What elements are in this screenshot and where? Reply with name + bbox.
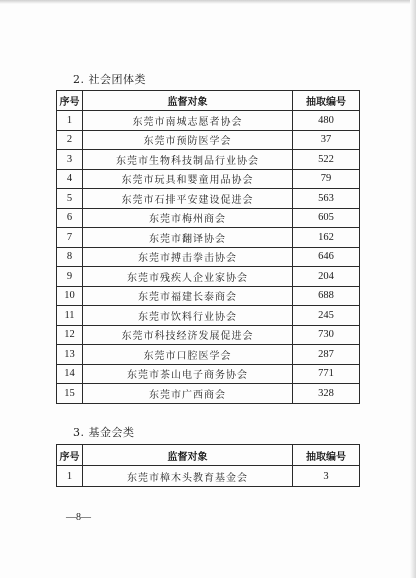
cell-draw-number: 771 [293, 364, 360, 384]
table-row [57, 364, 360, 384]
cell-serial-number: 4 [57, 169, 83, 189]
cell-draw-number: 287 [293, 345, 360, 365]
table-row [57, 306, 360, 326]
table-row [57, 325, 360, 345]
table-row [57, 345, 360, 365]
table-row [57, 150, 360, 170]
table-row [57, 466, 360, 487]
table-row [57, 208, 360, 228]
cell-serial-number: 8 [57, 247, 83, 267]
cell-draw-number: 3 [293, 466, 360, 487]
cell-serial-number: 1 [57, 466, 83, 487]
cell-draw-number: 480 [293, 111, 360, 131]
cell-supervision-target: 东莞市残疾人企业家协会 [83, 267, 293, 287]
cell-supervision-target: 东莞市预防医学会 [83, 130, 293, 150]
header-draw-number: 抽取编号 [293, 91, 360, 111]
table-header-row [57, 445, 360, 466]
header-serial-number: 序号 [57, 91, 83, 111]
table-row [57, 189, 360, 209]
social-groups-table [56, 90, 360, 404]
cell-supervision-target: 东莞市搏击拳击协会 [83, 247, 293, 267]
cell-draw-number: 79 [293, 169, 360, 189]
cell-serial-number: 3 [57, 150, 83, 170]
cell-serial-number: 14 [57, 364, 83, 384]
page-number: —8— [66, 512, 91, 523]
page-top-edge [0, 0, 416, 4]
cell-serial-number: 5 [57, 189, 83, 209]
table-row [57, 384, 360, 404]
cell-supervision-target: 东莞市茶山电子商务协会 [83, 364, 293, 384]
cell-supervision-target: 东莞市翻译协会 [83, 228, 293, 248]
table-header-row [57, 91, 360, 111]
cell-draw-number: 37 [293, 130, 360, 150]
cell-draw-number: 646 [293, 247, 360, 267]
table-row [57, 286, 360, 306]
header-serial-number: 序号 [57, 445, 83, 466]
cell-serial-number: 11 [57, 306, 83, 326]
cell-supervision-target: 东莞市梅州商会 [83, 208, 293, 228]
page-right-edge [410, 0, 416, 578]
cell-supervision-target: 东莞市科技经济发展促进会 [83, 325, 293, 345]
cell-draw-number: 730 [293, 325, 360, 345]
cell-supervision-target: 东莞市生物科技制品行业协会 [83, 150, 293, 170]
cell-supervision-target: 东莞市口腔医学会 [83, 345, 293, 365]
cell-draw-number: 162 [293, 228, 360, 248]
cell-draw-number: 563 [293, 189, 360, 209]
cell-serial-number: 13 [57, 345, 83, 365]
cell-serial-number: 15 [57, 384, 83, 404]
section-title-foundations: 3. 基金会类 [73, 426, 135, 439]
cell-supervision-target: 东莞市福建长泰商会 [83, 286, 293, 306]
cell-draw-number: 605 [293, 208, 360, 228]
table-row [57, 267, 360, 287]
cell-draw-number: 328 [293, 384, 360, 404]
cell-serial-number: 12 [57, 325, 83, 345]
cell-serial-number: 7 [57, 228, 83, 248]
table-row [57, 169, 360, 189]
cell-serial-number: 1 [57, 111, 83, 131]
cell-supervision-target: 东莞市南城志愿者协会 [83, 111, 293, 131]
foundations-table [56, 444, 360, 487]
header-supervision-target: 监督对象 [83, 91, 293, 111]
header-draw-number: 抽取编号 [293, 445, 360, 466]
cell-serial-number: 10 [57, 286, 83, 306]
cell-supervision-target: 东莞市石排平安建设促进会 [83, 189, 293, 209]
cell-draw-number: 204 [293, 267, 360, 287]
table-row [57, 130, 360, 150]
table-row [57, 228, 360, 248]
cell-draw-number: 522 [293, 150, 360, 170]
cell-supervision-target: 东莞市饮料行业协会 [83, 306, 293, 326]
table-row [57, 111, 360, 131]
section-title-social-groups: 2. 社会团体类 [73, 73, 146, 86]
cell-supervision-target: 东莞市广西商会 [83, 384, 293, 404]
cell-draw-number: 688 [293, 286, 360, 306]
header-supervision-target: 监督对象 [83, 445, 293, 466]
cell-serial-number: 2 [57, 130, 83, 150]
cell-supervision-target: 东莞市樟木头教育基金会 [83, 466, 293, 487]
cell-draw-number: 245 [293, 306, 360, 326]
cell-serial-number: 6 [57, 208, 83, 228]
table-row [57, 247, 360, 267]
cell-supervision-target: 东莞市玩具和婴童用品协会 [83, 169, 293, 189]
cell-serial-number: 9 [57, 267, 83, 287]
